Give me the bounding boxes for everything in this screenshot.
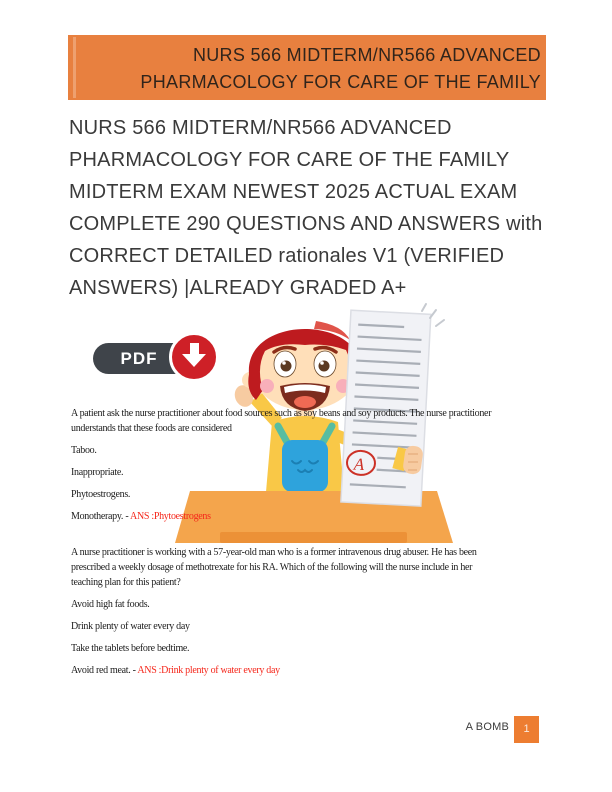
answer-option: Take the tablets before bedtime. — [71, 643, 190, 654]
answer-option: Taboo. — [71, 445, 97, 456]
question-text: A nurse practitioner is working with a 57-year-old man who is a former intravenous drug abuser. He has been — [71, 547, 477, 558]
question-text: prescribed a weekly dosage of methotrexate for his RA. Which of the following will the nurse include in her — [71, 562, 473, 573]
answer-line: Avoid red meat. - ANS :Drink plenty of water every day — [71, 665, 280, 676]
question-text: understands that these foods are considered — [71, 423, 232, 434]
heading-line: CORRECT DETAILED rationales V1 (VERIFIED — [69, 245, 505, 267]
grade-letter: A — [353, 454, 365, 475]
document-heading — [69, 112, 553, 304]
question-text: teaching plan for this patient? — [71, 577, 181, 588]
pdf-label: PDF — [93, 343, 195, 374]
question-2 — [71, 545, 549, 678]
heading-line: MIDTERM EXAM NEWEST 2025 ACTUAL EXAM — [69, 181, 518, 203]
heading-line: NURS 566 MIDTERM/NR566 ADVANCED — [69, 117, 452, 139]
question-area — [71, 406, 549, 678]
banner-accent-stripe — [73, 37, 76, 98]
correct-answer: ANS :Drink plenty of water every day — [137, 665, 280, 676]
download-arrow-icon — [169, 332, 219, 382]
answer-option: Avoid high fat foods. — [71, 599, 150, 610]
question-1 — [71, 406, 549, 524]
heading-line: ANSWERS) |ALREADY GRADED A+ — [69, 277, 407, 299]
heading-line: COMPLETE 290 QUESTIONS AND ANSWERS with — [69, 213, 543, 235]
banner-line-2: PHARMACOLOGY FOR CARE OF THE FAMILY — [140, 72, 541, 92]
title-banner — [68, 35, 546, 100]
footer-author-label: A BOMB — [465, 721, 509, 733]
answer-line: Monotherapy. - ANS :Phytoestrogens — [71, 511, 211, 522]
banner-line-1: NURS 566 MIDTERM/NR566 ADVANCED — [192, 45, 541, 65]
pdf-download-badge — [93, 331, 233, 385]
heading-line: PHARMACOLOGY FOR CARE OF THE FAMILY — [69, 149, 510, 171]
answer-option: Drink plenty of water every day — [71, 621, 190, 632]
answer-option: Inappropriate. — [71, 467, 124, 478]
page-number-badge: 1 — [514, 716, 539, 743]
correct-answer: ANS :Phytoestrogens — [130, 511, 211, 522]
answer-option: Phytoestrogens. — [71, 489, 131, 500]
question-text: A patient ask the nurse practitioner about food sources such as soy beans and soy products. The nurse practitioner — [71, 408, 492, 419]
